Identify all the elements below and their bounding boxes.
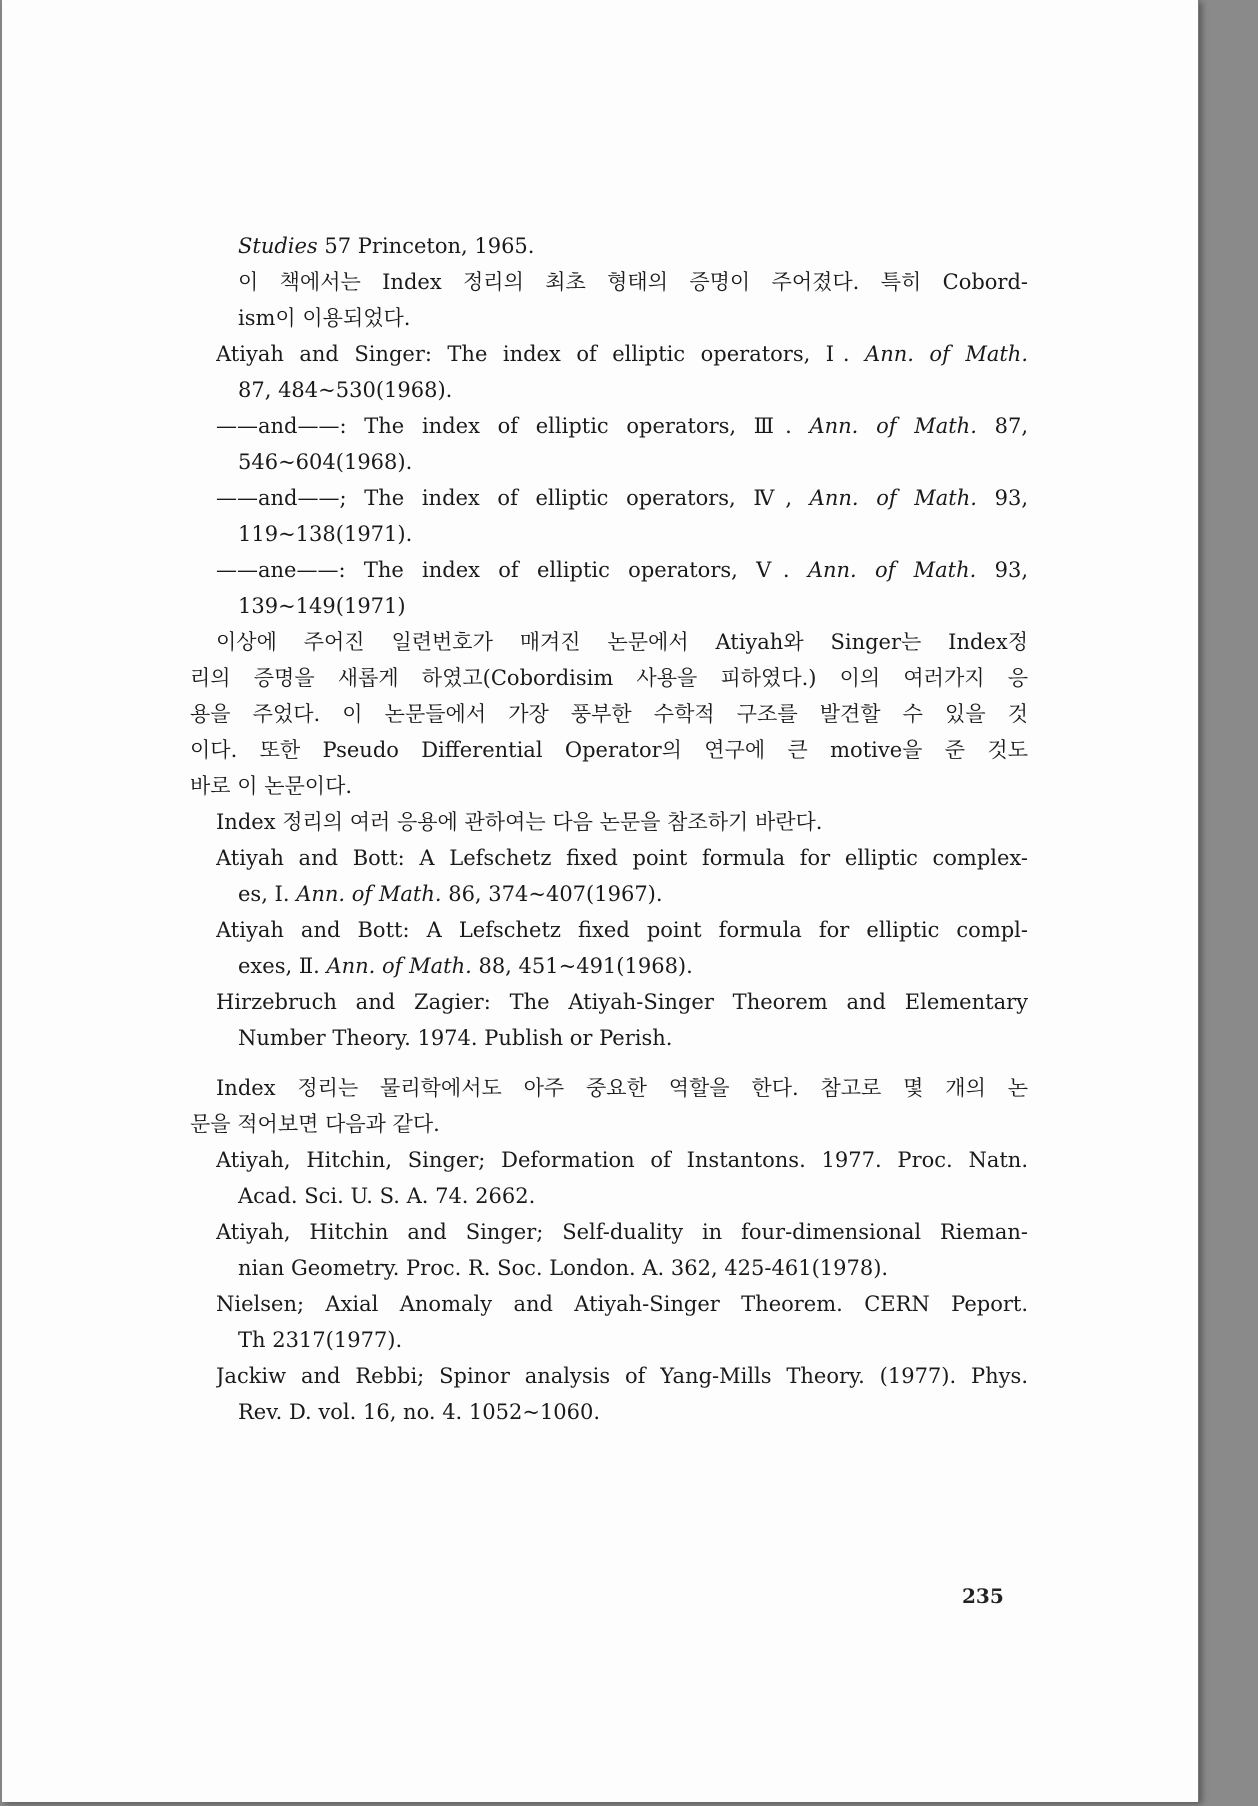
ref-jackiw	[216, 1358, 1028, 1394]
korean-note-1	[216, 264, 1028, 300]
text-span: 이 책에서는 Index 정리의 최초 형태의 증명이 주어졌다. 특히 Cobord-	[238, 270, 1028, 294]
text-span: 이상에 주어진 일련번호가 매겨진 논문에서 Atiyah와 Singer는 Index정	[216, 630, 1028, 654]
ref-nielsen	[216, 1286, 1028, 1322]
ref-atiyah-singer-1b	[216, 372, 1028, 408]
text-span: Hirzebruch and Zagier: The Atiyah-Singer Theorem and Elementary	[216, 990, 1028, 1014]
gap	[216, 1056, 1028, 1070]
para2-line1	[216, 804, 1028, 840]
text-span: Atiyah and Bott: A Lefschetz fixed point formula for elliptic complex-	[216, 846, 1028, 870]
text-span: ——ane——: The index of elliptic operators, Ⅴ.	[216, 558, 808, 582]
ref-ahs-1b	[216, 1178, 1028, 1214]
ref-atiyah-singer-3b	[216, 444, 1028, 480]
para1-line4	[190, 732, 1028, 768]
text-span: Jackiw and Rebbi; Spinor analysis of Yang-Mills Theory. (1977). Phys.	[216, 1364, 1028, 1388]
studies-line	[216, 228, 1028, 264]
ref-hirzebruch-b	[216, 1020, 1028, 1056]
ref-nielsen-b	[216, 1322, 1028, 1358]
para3-line1	[216, 1070, 1028, 1106]
text-span: 문을 적어보면 다음과 같다.	[190, 1112, 440, 1136]
ref-ahs-2b	[216, 1250, 1028, 1286]
text-span: Number Theory. 1974. Publish or Perish.	[238, 1026, 673, 1050]
text-span: Acad. Sci. U. S. A. 74. 2662.	[238, 1184, 536, 1208]
text-span: ——and——; The index of elliptic operators, Ⅳ,	[216, 486, 810, 510]
ref-atiyah-singer-3	[216, 408, 1028, 444]
text-span: ——and——: The index of elliptic operators, Ⅲ.	[216, 414, 810, 438]
text-span: ism이 이용되었다.	[238, 306, 411, 330]
text-span: 87, 484~530(1968).	[238, 378, 453, 402]
ref-atiyah-bott-1b	[216, 876, 1028, 912]
ref-atiyah-singer-4	[216, 480, 1028, 516]
ref-atiyah-bott-2	[216, 912, 1028, 948]
ref-atiyah-singer-1	[216, 336, 1028, 372]
text-span: nian Geometry. Proc. R. Soc. London. A. 362, 425-461(1978).	[238, 1256, 889, 1280]
text-span: 93,	[976, 558, 1028, 582]
page-content	[190, 228, 1028, 1430]
ref-atiyah-singer-5b	[216, 588, 1028, 624]
ref-jackiw-b	[216, 1394, 1028, 1430]
text-span: es, Ⅰ.	[238, 882, 297, 906]
text-span: 139~149(1971)	[238, 594, 406, 618]
text-span: exes, Ⅱ.	[238, 954, 327, 978]
ref-hirzebruch	[216, 984, 1028, 1020]
ref-atiyah-bott-2b	[216, 948, 1028, 984]
text-span: 리의 증명을 새롭게 하였고(Cobordisim 사용을 피하였다.) 이의 여러가지 응	[190, 666, 1028, 690]
korean-note-2	[216, 300, 1028, 336]
text-span: 바로 이 논문이다.	[190, 774, 353, 798]
text-span: 86, 374~407(1967).	[441, 882, 663, 906]
text-span: 57 Princeton, 1965.	[317, 234, 535, 258]
text-span: 546~604(1968).	[238, 450, 413, 474]
para1-line3	[190, 696, 1028, 732]
text-span: Ann. of Math.	[326, 954, 472, 978]
page-number: 235	[962, 1584, 1004, 1608]
ref-atiyah-singer-4b	[216, 516, 1028, 552]
text-span: 93,	[976, 486, 1028, 510]
text-span: Index 정리는 물리학에서도 아주 중요한 역할을 한다. 참고로 몇 개의 논	[216, 1076, 1028, 1100]
text-span: Ann. of Math.	[296, 882, 442, 906]
para1-line5	[190, 768, 1028, 804]
text-span: 87,	[976, 414, 1028, 438]
text-span: Atiyah and Singer: The index of elliptic operators, Ⅰ.	[216, 342, 866, 366]
ref-ahs-2	[216, 1214, 1028, 1250]
para1-line1	[216, 624, 1028, 660]
text-span: Ann. of Math.	[809, 414, 977, 438]
text-span: Th 2317(1977).	[238, 1328, 403, 1352]
ref-ahs-1	[216, 1142, 1028, 1178]
text-span: Atiyah, Hitchin, Singer; Deformation of Instantons. 1977. Proc. Natn.	[216, 1148, 1028, 1172]
text-span: 용을 주었다. 이 논문들에서 가장 풍부한 수학적 구조를 발견할 수 있을 것	[190, 702, 1028, 726]
para1-line2	[190, 660, 1028, 696]
text-span: Rev. D. vol. 16, no. 4. 1052~1060.	[238, 1400, 601, 1424]
text-span: Nielsen; Axial Anomaly and Atiyah-Singer Theorem. CERN Peport.	[216, 1292, 1028, 1316]
ref-atiyah-singer-5	[216, 552, 1028, 588]
text-span: Atiyah and Bott: A Lefschetz fixed point formula for elliptic compl-	[216, 918, 1028, 942]
text-span: Atiyah, Hitchin and Singer; Self-duality in four-dimensional Rieman-	[216, 1220, 1028, 1244]
text-span: 88, 451~491(1968).	[471, 954, 693, 978]
text-span: Ann. of Math.	[865, 342, 1028, 366]
text-span: 119~138(1971).	[238, 522, 413, 546]
document-page	[2, 0, 1199, 1802]
ref-atiyah-bott-1	[216, 840, 1028, 876]
text-span: Ann. of Math.	[809, 486, 977, 510]
text-span: Index 정리의 여러 응용에 관하여는 다음 논문을 참조하기 바란다.	[216, 810, 823, 834]
text-span: Ann. of Math.	[807, 558, 977, 582]
para3-line2	[190, 1106, 1028, 1142]
text-span: Studies	[238, 234, 318, 258]
text-span: 이다. 또한 Pseudo Differential Operator의 연구에 큰 motive을 준 것도	[190, 738, 1028, 762]
